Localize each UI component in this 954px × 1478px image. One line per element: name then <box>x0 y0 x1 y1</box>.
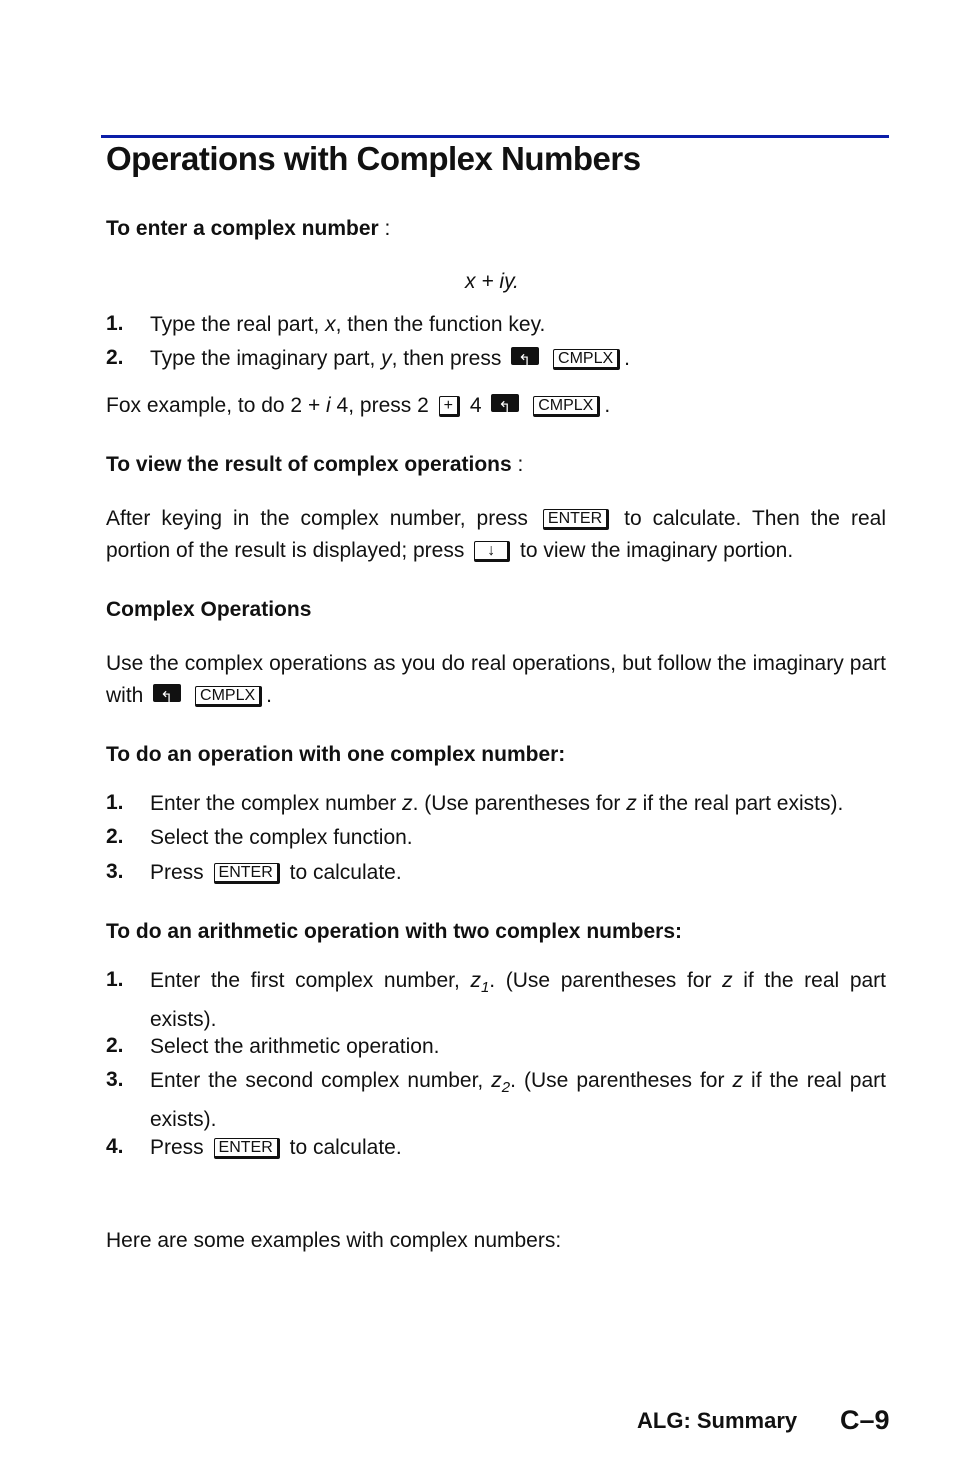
down-arrow-key: ↓ <box>474 541 510 562</box>
title-rule <box>101 135 889 138</box>
heading-enter <box>106 217 390 241</box>
view-paragraph <box>106 503 886 567</box>
step-var: z <box>722 969 733 992</box>
step-text: . <box>624 347 631 370</box>
footer-page-number: C–9 <box>840 1405 890 1435</box>
two-step-3 <box>150 1065 886 1136</box>
cmplx-key: CMPLX <box>533 396 600 417</box>
enter-step-2 <box>150 343 886 375</box>
heading-view <box>106 453 523 477</box>
one-step-3 <box>150 857 886 889</box>
step-subscript: 2 <box>501 1079 511 1097</box>
cmplx-key: CMPLX <box>553 349 620 370</box>
enter-key: ENTER <box>214 1138 280 1159</box>
two-step-3-num: 3. <box>106 1068 124 1091</box>
left-shift-key-icon <box>491 394 519 412</box>
step-text: Enter the complex number <box>150 792 403 815</box>
closing-text: Here are some examples with complex numbers: <box>106 1229 562 1252</box>
example-text: 4 <box>469 394 482 417</box>
step-text: to calculate. <box>289 861 402 884</box>
step-text: if the real part exists). <box>150 1069 886 1132</box>
step-text: Press <box>150 861 204 884</box>
heading-one: To do an operation with one complex number: <box>106 743 566 766</box>
enter-step-1-num: 1. <box>106 312 124 335</box>
page-title: Operations with Complex Numbers <box>106 140 641 177</box>
step-text: if the real part exists). <box>636 792 844 815</box>
step-text: Type the real part, <box>150 313 326 336</box>
plus-key: + <box>439 396 460 417</box>
formula: x + iy. <box>465 270 519 293</box>
one-step-1 <box>150 788 886 820</box>
step-text: Type the imaginary part, <box>150 347 382 370</box>
enter-key: ENTER <box>543 509 609 530</box>
two-step-4 <box>150 1132 886 1164</box>
heading-enter-colon: : <box>384 217 391 240</box>
two-step-4-num: 4. <box>106 1135 124 1158</box>
footer-section: ALG: Summary <box>637 1408 798 1433</box>
step-var: z <box>626 792 637 815</box>
example-text: Fox example, to do 2 + <box>106 394 327 417</box>
step-text: if the real part exists). <box>150 969 887 1032</box>
ops-paragraph <box>106 648 886 712</box>
example-text: 4, press 2 <box>330 394 429 417</box>
heading-view-text: To view the result of complex operations <box>106 453 512 476</box>
paragraph-text: After keying in the complex number, press <box>106 507 528 530</box>
paragraph-text: . <box>266 684 273 707</box>
enter-key: ENTER <box>214 863 280 884</box>
left-shift-key-icon <box>511 347 539 365</box>
enter-example <box>106 390 886 422</box>
step-text: , then press <box>391 347 502 370</box>
step-text: . (Use parentheses for <box>412 792 627 815</box>
example-var: i <box>326 394 331 417</box>
step-text: . (Use parentheses for <box>510 1069 733 1092</box>
example-text: . <box>604 394 611 417</box>
paragraph-text: Use the complex operations as you do real operations, but follow the imaginary part with <box>106 652 886 707</box>
step-var: x <box>325 313 336 336</box>
heading-enter-text: To enter a complex number <box>106 217 379 240</box>
two-step-1-num: 1. <box>106 968 124 991</box>
step-var: z <box>470 969 481 992</box>
heading-ops: Complex Operations <box>106 598 312 621</box>
left-shift-key-icon <box>153 684 181 702</box>
paragraph-text: to view the imaginary portion. <box>520 539 794 562</box>
two-step-2-num: 2. <box>106 1034 124 1057</box>
step-var: z <box>491 1069 502 1092</box>
step-var: y <box>381 347 392 370</box>
one-step-2: Select the complex function. <box>150 826 413 849</box>
step-text: Enter the second complex number, <box>150 1069 492 1092</box>
enter-step-1 <box>150 309 886 341</box>
heading-view-colon: : <box>517 453 524 476</box>
two-step-1 <box>150 965 886 1036</box>
step-text: Press <box>150 1136 204 1159</box>
two-step-2: Select the arithmetic operation. <box>150 1035 440 1058</box>
step-var: z <box>732 1069 743 1092</box>
step-var: z <box>402 792 413 815</box>
one-step-2-num: 2. <box>106 825 124 848</box>
cmplx-key: CMPLX <box>195 686 262 707</box>
one-step-3-num: 3. <box>106 860 124 883</box>
step-text: , then the function key. <box>335 313 546 336</box>
step-text: Enter the first complex number, <box>150 969 471 992</box>
paragraph-text: to calculate. Then the real portion of the result is displayed; press <box>106 507 886 562</box>
enter-step-2-num: 2. <box>106 346 124 369</box>
heading-two: To do an arithmetic operation with two complex numbers: <box>106 920 682 943</box>
step-subscript: 1 <box>480 979 490 997</box>
step-text: to calculate. <box>289 1136 402 1159</box>
one-step-1-num: 1. <box>106 791 124 814</box>
step-text: . (Use parentheses for <box>489 969 723 992</box>
